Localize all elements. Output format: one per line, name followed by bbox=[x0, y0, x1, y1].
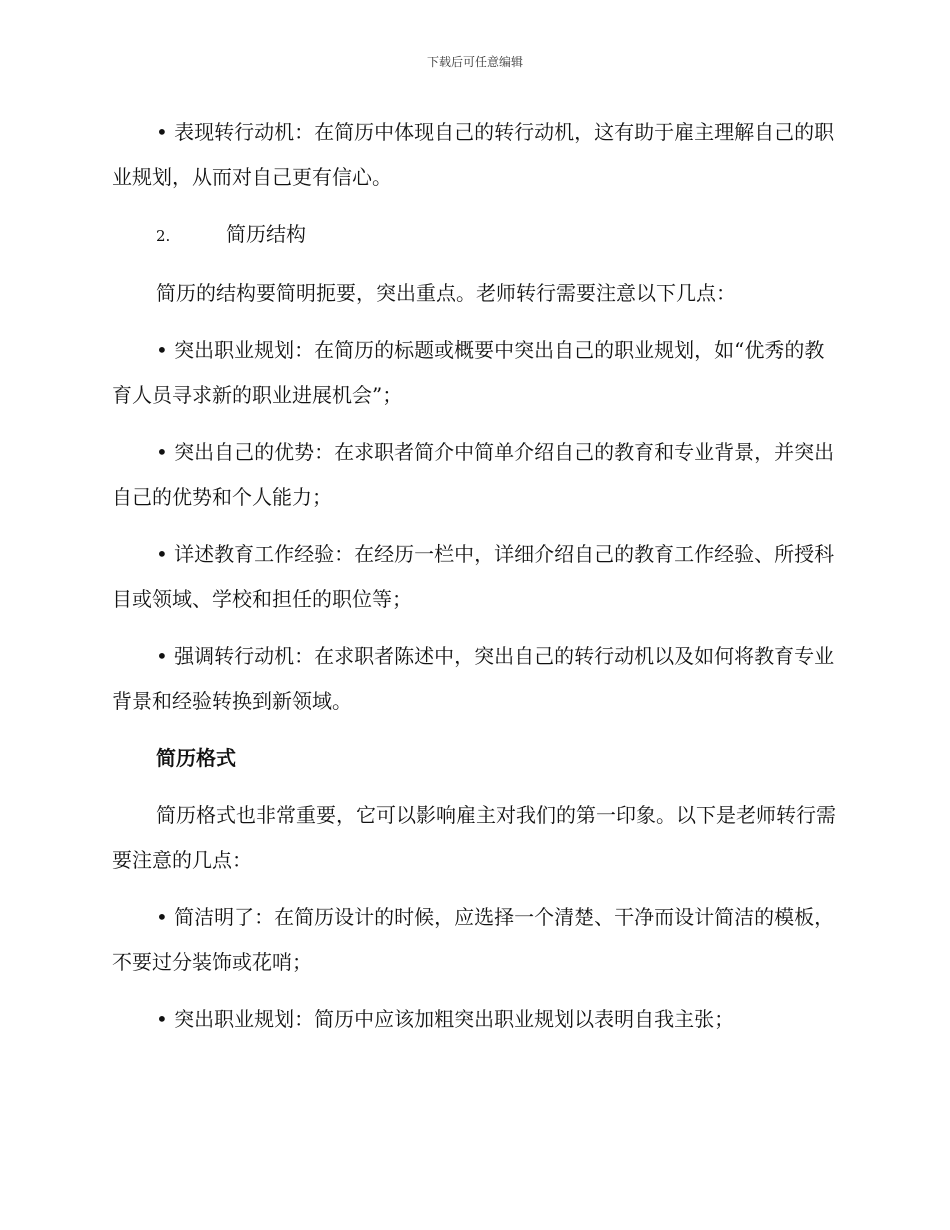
document-body bbox=[112, 110, 842, 1054]
paragraph-structure-intro: 简历的结构要简明扼要，突出重点。老师转行需要注意以下几点： bbox=[156, 281, 736, 305]
paragraph-format-intro: 简历格式也非常重要，它可以影响雇主对我们的第一印象。以下是老师转行需要注意的几点： bbox=[112, 803, 836, 872]
bullet-paragraph-transition-motivation: • 强调转行动机：在求职者陈述中，突出自己的转行动机以及如何将教育专业背景和经验转换到新领域。 bbox=[112, 644, 835, 713]
section-heading-resume-structure bbox=[112, 212, 842, 259]
bullet-paragraph-career-plan: • 突出职业规划：在简历的标题或概要中突出自己的职业规划，如“优秀的教育人员寻求新的职业进展机会”； bbox=[112, 338, 825, 407]
section-heading-resume-format: 简历格式 bbox=[156, 746, 236, 770]
section-title: 简历结构 bbox=[226, 222, 306, 246]
section-number: 2. bbox=[156, 227, 171, 245]
bullet-paragraph-experience: • 详述教育工作经验：在经历一栏中，详细介绍自己的教育工作经验、所授科目或领域、学校和担任的职位等； bbox=[112, 542, 835, 611]
bullet-paragraph-motivation: • 表现转行动机：在简历中体现自己的转行动机，这有助于雇主理解自己的职业规划，从而对自己更有信心。 bbox=[112, 120, 835, 189]
bullet-paragraph-simple-design: • 简洁明了：在简历设计的时候，应选择一个清楚、干净而设计简洁的模板，不要过分装饰或花哨； bbox=[112, 905, 835, 974]
bullet-paragraph-strengths: • 突出自己的优势：在求职者简介中简单介绍自己的教育和专业背景，并突出自己的优势和个人能力； bbox=[112, 440, 835, 509]
page-header: 下载后可任意编辑 bbox=[426, 55, 523, 69]
bullet-paragraph-highlight-plan: • 突出职业规划：简历中应该加粗突出职业规划以表明自我主张； bbox=[156, 1007, 735, 1031]
